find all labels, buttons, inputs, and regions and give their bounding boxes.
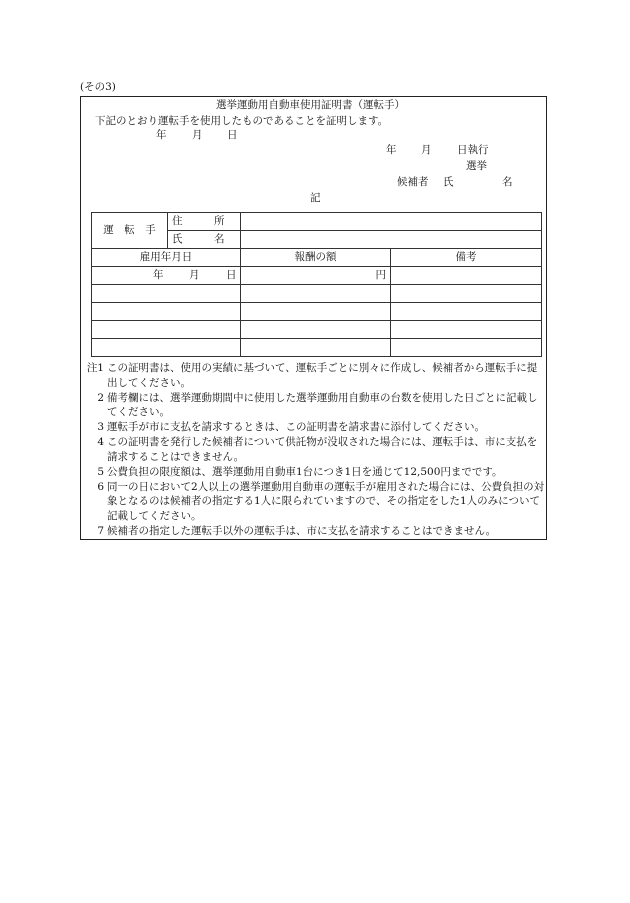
remuneration-cell[interactable] bbox=[241, 285, 391, 303]
header-row bbox=[92, 249, 542, 267]
note-number: 3 bbox=[97, 421, 104, 433]
name-field[interactable] bbox=[241, 231, 542, 249]
employment-date-cell[interactable] bbox=[92, 339, 241, 357]
driver-label: 運 転 手 bbox=[92, 213, 168, 249]
candidate-name-shi: 氏 bbox=[443, 176, 454, 188]
remuneration-header: 報酬の額 bbox=[241, 249, 391, 267]
address-label: 住 所 bbox=[168, 213, 241, 231]
issue-month-label: 月 bbox=[192, 129, 203, 141]
note-item bbox=[83, 420, 545, 435]
note-item bbox=[83, 435, 545, 464]
note-text: この証明書は、使用の実績に基づいて、運転手ごとに別々に作成し、候補者から運転手に提出してください。 bbox=[107, 362, 538, 389]
note-number: 2 bbox=[97, 391, 104, 404]
note-text: 候補者の指定した運転手以外の運転手は、市に支払を請求することはできません。 bbox=[107, 524, 497, 537]
remarks-cell[interactable] bbox=[391, 267, 542, 285]
document-title: 選挙運動用自動車使用証明書（運転手） bbox=[216, 99, 405, 111]
note-number: 6 bbox=[97, 480, 104, 493]
address-row bbox=[92, 213, 542, 231]
name-label: 氏 名 bbox=[168, 231, 241, 249]
remuneration-cell[interactable] bbox=[241, 321, 391, 339]
note-item bbox=[83, 361, 545, 390]
election-year-label: 年 bbox=[386, 144, 397, 156]
form-number: (その3) bbox=[80, 81, 116, 93]
note-item bbox=[83, 480, 545, 524]
note-item bbox=[83, 524, 545, 539]
issue-year-label: 年 bbox=[156, 129, 167, 141]
note-number: 5 bbox=[97, 465, 104, 478]
employment-date-cell[interactable] bbox=[92, 285, 241, 303]
note-number: 注1 bbox=[86, 362, 104, 374]
note-item bbox=[83, 391, 545, 420]
election-execution-label: 日執行 bbox=[457, 144, 489, 156]
yen-label: 円 bbox=[375, 269, 386, 282]
note-item bbox=[83, 465, 545, 480]
certification-text: 下記のとおり運転手を使用したものであることを証明します。 bbox=[95, 115, 389, 127]
remarks-cell[interactable] bbox=[391, 285, 542, 303]
note-text: この証明書を発行した候補者について供託物が没収された場合には、運転手は、市に支払を請求することはできません。 bbox=[107, 436, 538, 463]
remuneration-cell[interactable] bbox=[241, 339, 391, 357]
note-text: 同一の日において2人以上の選挙運動用自動車の運転手が雇用された場合には、公費負担の対象となるのは候補者の指定する1人に限られていますので、その指定をした1人のみについて記載してください。 bbox=[107, 480, 545, 522]
note-number: 7 bbox=[97, 524, 104, 537]
election-month-label: 月 bbox=[421, 144, 432, 156]
notes-section bbox=[83, 361, 545, 539]
candidate-label: 候補者 bbox=[397, 176, 429, 188]
table-row bbox=[92, 267, 542, 285]
issue-day-label: 日 bbox=[227, 129, 238, 141]
remarks-cell[interactable] bbox=[391, 303, 542, 321]
date-month-label: 月 bbox=[189, 268, 200, 281]
date-year-label: 年 bbox=[153, 268, 164, 281]
ki-label: 記 bbox=[310, 192, 321, 204]
election-label: 選挙 bbox=[466, 160, 487, 172]
address-field[interactable] bbox=[241, 213, 542, 231]
employment-date-cell[interactable] bbox=[92, 321, 241, 339]
employment-date-cell[interactable] bbox=[92, 267, 241, 285]
candidate-name-mei: 名 bbox=[502, 176, 513, 188]
table-row bbox=[92, 321, 542, 339]
usage-table bbox=[91, 212, 542, 357]
note-text: 運転手が市に支払を請求するときは、この証明書を請求書に添付してください。 bbox=[107, 421, 485, 433]
remarks-cell[interactable] bbox=[391, 321, 542, 339]
table-row bbox=[92, 339, 542, 357]
remarks-header: 備考 bbox=[391, 249, 542, 267]
table-row bbox=[92, 303, 542, 321]
remuneration-cell[interactable] bbox=[241, 303, 391, 321]
employment-date-header: 雇用年月日 bbox=[92, 249, 241, 267]
employment-date-cell[interactable] bbox=[92, 303, 241, 321]
note-text: 備考欄には、選挙運動期間中に使用した選挙運動用自動車の台数を使用した日ごとに記載してください。 bbox=[107, 391, 538, 418]
note-text: 公費負担の限度額は、選挙運動用自動車1台につき1日を通じて12,500円までです。 bbox=[107, 465, 503, 478]
table-row bbox=[92, 285, 542, 303]
remuneration-cell[interactable] bbox=[241, 267, 391, 285]
date-day-label: 日 bbox=[226, 268, 237, 281]
note-number: 4 bbox=[97, 436, 104, 448]
remarks-cell[interactable] bbox=[391, 339, 542, 357]
